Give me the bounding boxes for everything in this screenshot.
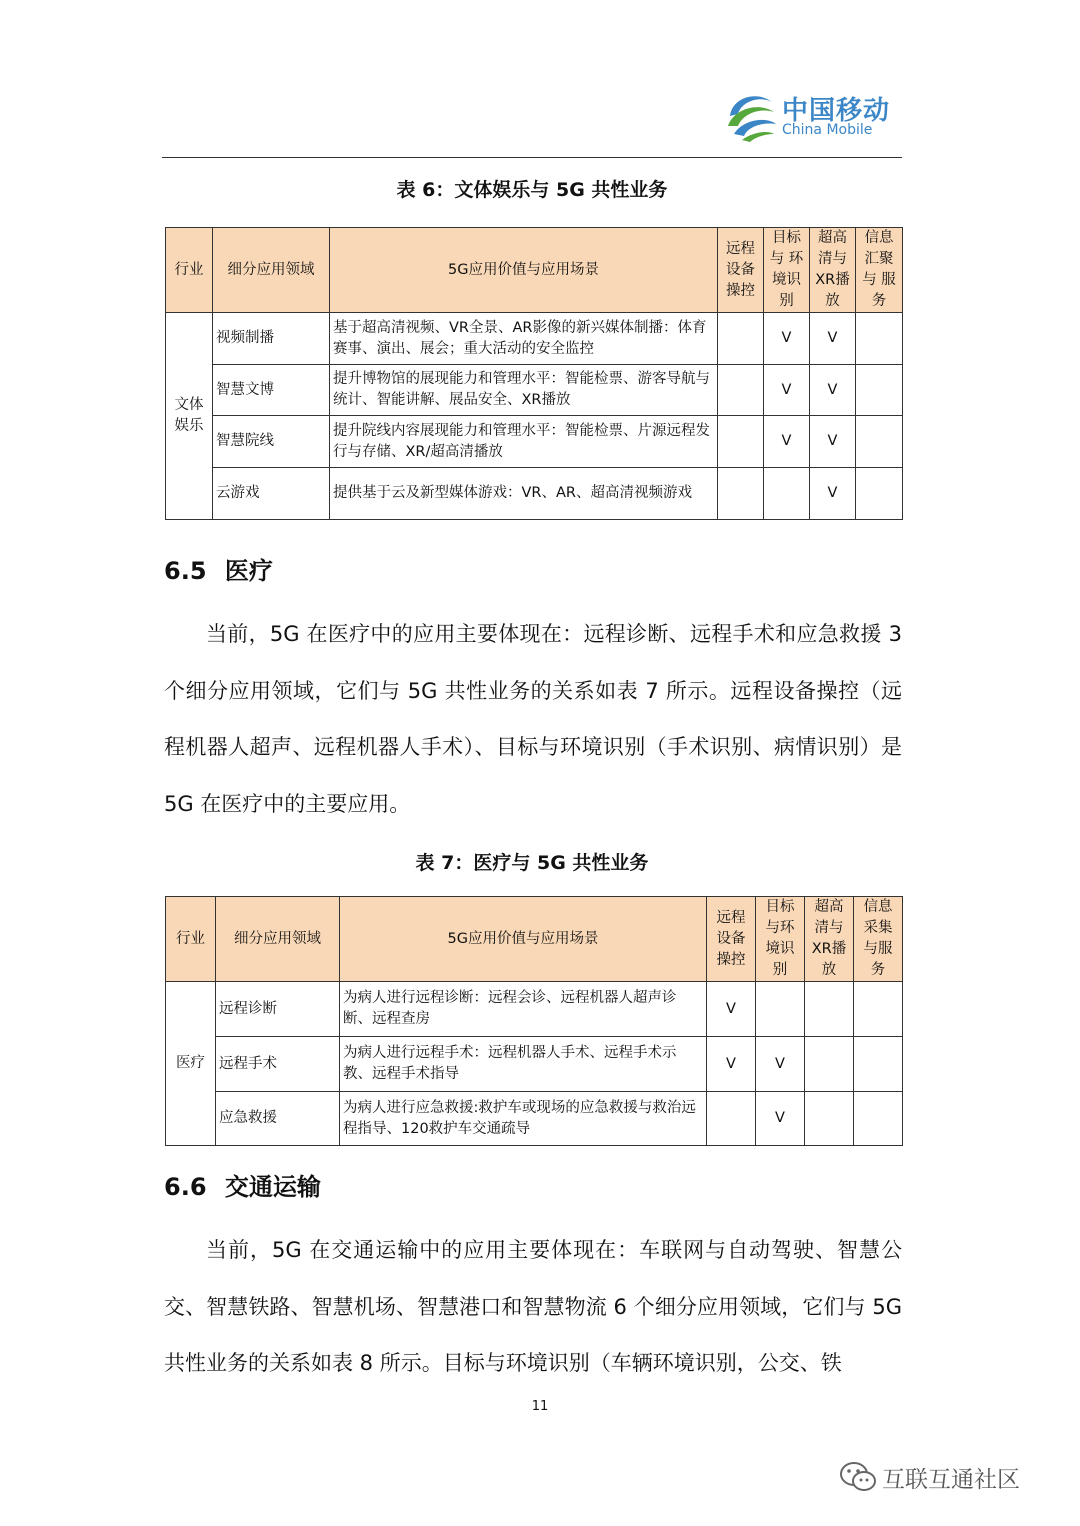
domain-cell: 应急救援 [216,1092,340,1146]
description-cell: 提升博物馆的展现能力和管理水平：智能检票、游客导航与统计、智能讲解、展品安全、XR播放 [330,365,718,416]
domain-cell: 视频制播 [213,313,330,365]
check-cell [854,982,903,1037]
watermark [838,1457,1053,1497]
china-mobile-swirl-icon [722,86,780,144]
domain-cell: 智慧文博 [213,365,330,416]
check-cell [707,1092,756,1146]
check-cell [854,1092,903,1146]
check-cell: V [756,1092,805,1146]
check-cell [718,365,764,416]
check-cell [856,468,903,520]
wechat-icon [838,1457,878,1497]
industry-cell: 医疗 [166,982,216,1146]
check-cell: V [810,416,856,468]
header-target-recognition: 目标与 环境识别 [764,228,810,313]
section66-paragraph [164,1222,902,1392]
header-domain: 细分应用领域 [216,897,340,982]
china-mobile-logo [722,86,897,144]
check-cell [854,1037,903,1092]
header-target-recognition: 目标与环境识别 [756,897,805,982]
check-cell [805,982,854,1037]
check-cell: V [810,313,856,365]
table7-caption: 表 7：医疗与 5G 共性业务 [415,852,649,874]
check-cell [805,1037,854,1092]
description-cell: 为病人进行远程手术：远程机器人手术、远程手术示教、远程手术指导 [340,1037,707,1092]
header-uhd-xr: 超高清与XR播放 [810,228,856,313]
check-cell [756,982,805,1037]
table-row [166,982,903,1037]
header-info-service: 信息汇聚与 服务 [856,228,903,313]
header-uhd-xr: 超高清与XR播放 [805,897,854,982]
section-heading-6-5 [164,551,273,586]
check-cell: V [756,1037,805,1092]
section-number: 6.5 [164,557,207,585]
header-divider [162,157,902,158]
check-cell [718,468,764,520]
check-cell [805,1092,854,1146]
domain-cell: 智慧院线 [213,416,330,468]
section-title: 交通运输 [224,1173,321,1201]
table-row [166,313,903,365]
header-value-scenario: 5G应用价值与应用场景 [340,897,707,982]
check-cell: V [707,1037,756,1092]
header-remote-control: 远程设备操控 [718,228,764,313]
table-row [166,365,903,416]
description-cell: 基于超高清视频、VR全景、AR影像的新兴媒体制播：体育赛事、演出、展会；重大活动的安全监控 [330,313,718,365]
check-cell [718,313,764,365]
check-cell [856,365,903,416]
description-cell: 提供基于云及新型媒体游戏：VR、AR、超高清视频游戏 [330,468,718,520]
table-row [166,416,903,468]
description-cell: 为病人进行应急救援:救护车或现场的应急救援与救治远程指导、120救护车交通疏导 [340,1092,707,1146]
section-heading-6-6 [164,1167,321,1202]
table-row [166,1037,903,1092]
header-industry: 行业 [166,228,213,313]
check-cell: V [810,468,856,520]
section65-paragraph [164,606,902,832]
check-cell [718,416,764,468]
check-cell: V [764,313,810,365]
table-row [166,1092,903,1146]
check-cell [856,313,903,365]
check-cell: V [764,416,810,468]
industry-cell: 文体娱乐 [166,313,213,520]
domain-cell: 云游戏 [213,468,330,520]
description-cell: 提升院线内容展现能力和管理水平：智能检票、片源远程发行与存储、XR/超高清播放 [330,416,718,468]
header-domain: 细分应用领域 [213,228,330,313]
watermark-text: 互联互通社区 [882,1467,1020,1493]
table7 [165,896,903,1146]
check-cell: V [810,365,856,416]
section-title: 医疗 [224,557,273,585]
logo-chinese-text: 中国移动 [782,96,891,126]
page-number: 11 [531,1399,549,1414]
header-remote-control: 远程设备操控 [707,897,756,982]
table-row [166,468,903,520]
table-header-row [166,897,903,982]
table6-caption: 表 6：文体娱乐与 5G 共性业务 [396,179,668,201]
table6 [165,227,903,520]
check-cell: V [707,982,756,1037]
domain-cell: 远程诊断 [216,982,340,1037]
check-cell: V [764,365,810,416]
header-industry: 行业 [166,897,216,982]
header-value-scenario: 5G应用价值与应用场景 [330,228,718,313]
paragraph-text: 当前，5G 在交通运输中的应用主要体现在：车联网与自动驾驶、智慧公交、智慧铁路、智慧机场、智慧港口和智慧物流 6 个细分应用领域，它们与 5G 共性业务的关系如表 8 所示。目标与环境识别（车辆环境识别，公交、铁 [164,1238,902,1375]
section-number: 6.6 [164,1173,207,1201]
logo-english-text: China Mobile [782,122,873,138]
table-header-row [166,228,903,313]
check-cell [764,468,810,520]
domain-cell: 远程手术 [216,1037,340,1092]
check-cell [856,416,903,468]
header-info-service: 信息采集与服务 [854,897,903,982]
paragraph-text: 当前，5G 在医疗中的应用主要体现在：远程诊断、远程手术和应急救援 3 个细分应用领域，它们与 5G 共性业务的关系如表 7 所示。远程设备操控（远程机器人超声、远程机器人手术）、目标与环境识别（手术识别、病情识别）是 5G 在医疗中的主要应用。 [164,622,902,816]
description-cell: 为病人进行远程诊断：远程会诊、远程机器人超声诊断、远程查房 [340,982,707,1037]
